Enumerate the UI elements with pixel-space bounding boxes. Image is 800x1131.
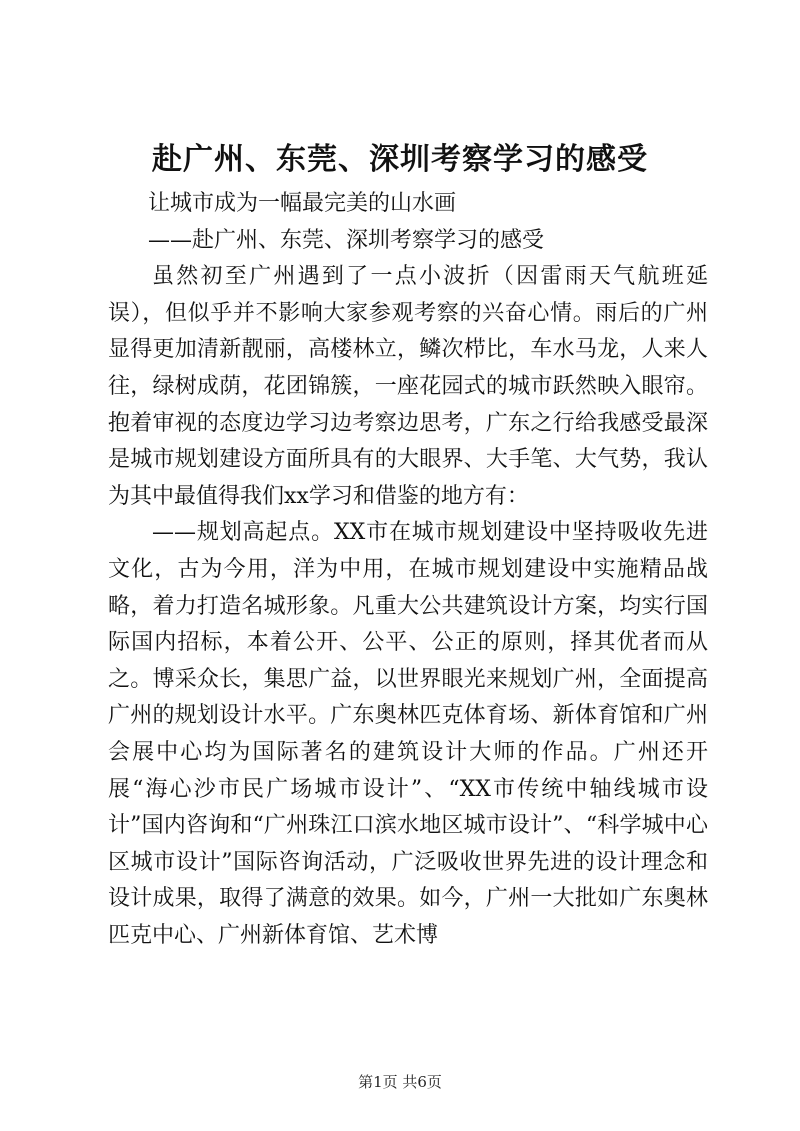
document-title: 赴广州、东莞、深圳考察学习的感受 [152,142,648,177]
paragraph-2: ——规划高起点。XX市在城市规划建设中坚持吸收先进文化，古为今用，洋为中用，在城市规划建设中实施精品战略，着力打造名城形象。凡重大公共建筑设计方案，均实行国际国内招标，本着公开、公平、公正的原则，择其优者而从之。博采众长，集思广益，以世界眼光来规划广州，全面提高广州的规划设计水平。广东奥林匹克体育场、新体育馆和广州会展中心均为国际著名的建筑设计大师的作品。广州还开展“海心沙市民广场城市设计”、“XX市传统中轴线城市设计”国内咨询和“广州珠江口滨水地区城市设计”、“科学城中心区城市设计”国际咨询活动，广泛吸收世界先进的设计理念和设计成果，取得了满意的效果。如今，广州一大批如广东奥林匹克中心、广州新体育馆、艺术博 [108,520,708,948]
document-body [108,186,708,954]
paragraph-1: 虽然初至广州遇到了一点小波折（因雷雨天气航班延误），但似乎并不影响大家参观考察的兴奋心情。雨后的广州显得更加清新靓丽，高楼林立，鳞次栉比，车水马龙，人来人往，绿树成荫，花团锦簇，一座花园式的城市跃然映入眼帘。抱着审视的态度边学习边考察边思考，广东之行给我感受最深是城市规划建设方面所具有的大眼界、大手笔、大气势，我认为其中最值得我们xx学习和借鉴的地方有： [108,264,708,509]
subtitle-line-2: ——赴广州、东莞、深圳考察学习的感受 [148,227,545,253]
subtitle-line-1: 让城市成为一幅最完美的山水画 [148,191,457,216]
page-number-footer: 第1页 共6页 [358,1073,442,1091]
